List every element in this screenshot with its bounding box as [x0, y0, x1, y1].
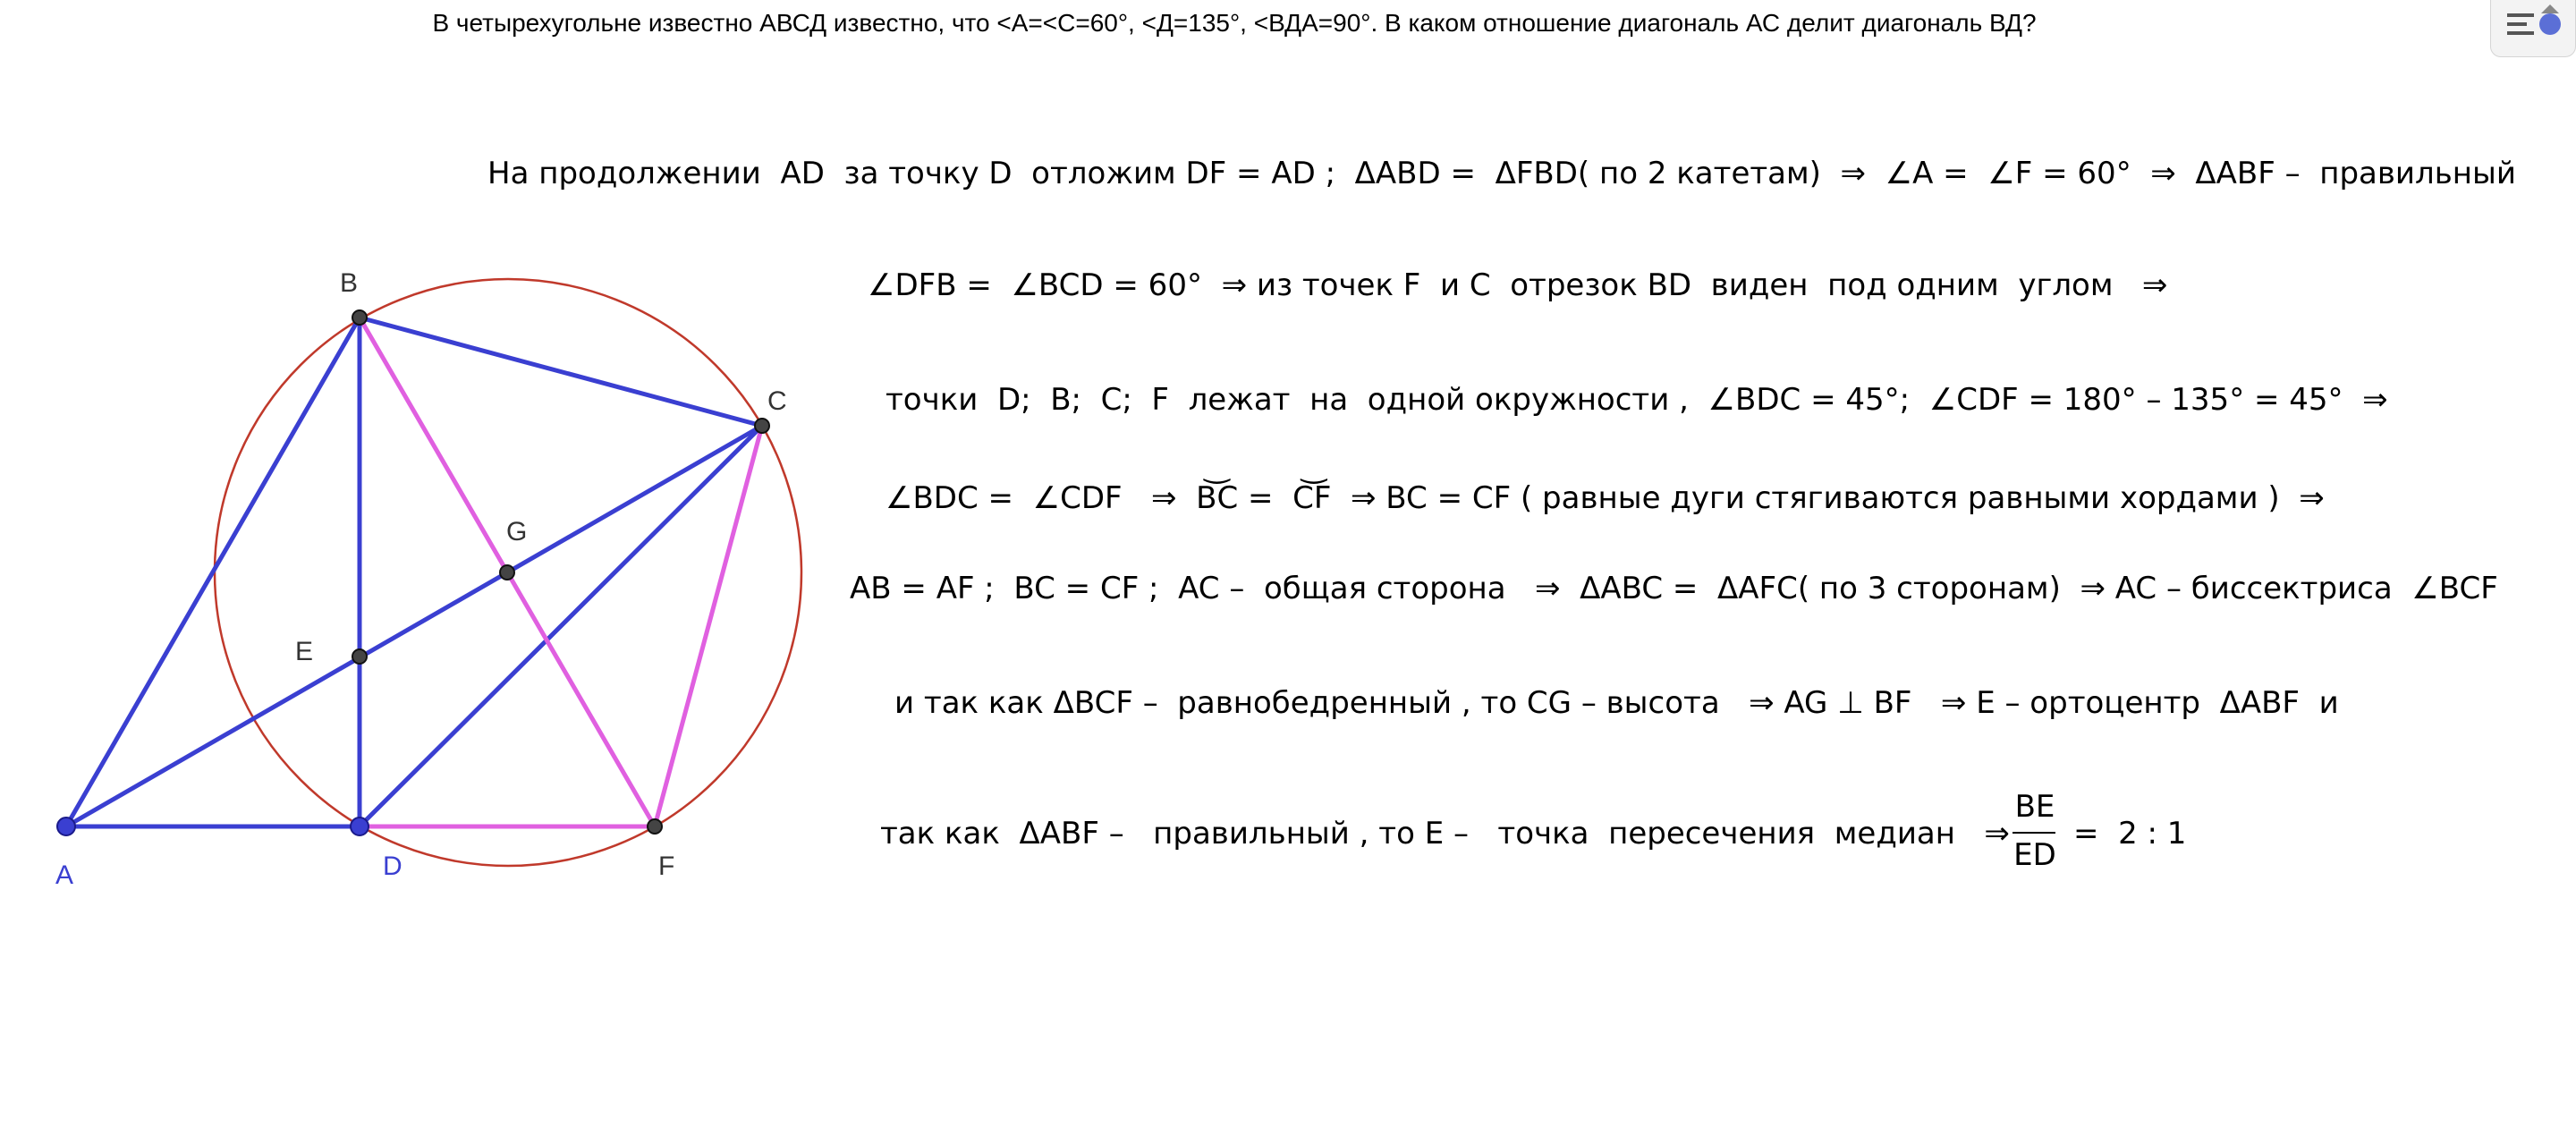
label-c: C [767, 386, 787, 416]
fraction-bar [2012, 832, 2055, 834]
ratio-result: = 2 : 1 [2073, 816, 2187, 852]
solution-line-1: На продолжении AD за точку D отложим DF = AD ; ΔABD = ΔFBD( по 2 катетам) ⇒ ∠A = ∠F = 60° ⇒ ΔABF – правильный [487, 156, 2516, 191]
solution-line-3: точки D; B; C; F лежат на одной окружности , ∠BDC = 45°; ∠CDF = 180° – 135° = 45° ⇒ [886, 382, 2388, 418]
graphics-style-menu-icon [2491, 0, 2576, 58]
solution-line-6: и так как ΔBCF – равнобедренный , то CG – высота ⇒ AG ⊥ BF ⇒ E – ортоцентр ΔABF и [894, 685, 2339, 721]
solution-line-2: ∠DFB = ∠BCD = 60° ⇒ из точек F и C отрезок BD виден под одним углом ⇒ [868, 267, 2168, 303]
point-d[interactable] [351, 818, 369, 835]
label-f: F [658, 852, 675, 881]
fraction-denominator: ED [2013, 837, 2056, 873]
point-f[interactable] [648, 819, 662, 834]
segment-ac [66, 426, 762, 826]
segment-bc [360, 318, 762, 426]
label-e: E [295, 637, 314, 666]
label-b: B [340, 268, 359, 298]
point-b[interactable] [352, 310, 367, 325]
point-a[interactable] [57, 818, 75, 835]
solution-line-5: AB = AF ; BC = CF ; AC – общая сторона ⇒ ΔABC = ΔAFC( по 3 сторонам) ⇒ AC – биссектриса ∠BCF [850, 571, 2498, 606]
solution-line-7: так как ΔABF – правильный , то E – точка пересечения медиан ⇒ [880, 816, 2010, 852]
segment-ab [66, 318, 360, 826]
point-e[interactable] [352, 649, 367, 664]
fraction-numerator: BE [2014, 789, 2055, 825]
style-bar-toggle-button[interactable] [2490, 0, 2576, 57]
problem-statement: В четырехугольне известно АВСД известно, что <A=<C=60°, <Д=135°, <ВДА=90°. В каком отношение диагональ АС делит диагональ ВД? [432, 9, 2037, 37]
segment-dc [360, 426, 762, 826]
point-g[interactable] [500, 565, 514, 580]
label-g: G [506, 517, 528, 547]
label-a: A [55, 860, 74, 890]
segment-fc [655, 426, 762, 826]
point-c[interactable] [755, 419, 769, 433]
solution-line-4: ∠BDC = ∠CDF ⇒ B͝C = C͝F ⇒ BC = CF ( равные дуги стягиваются равными хордами ) ⇒ [886, 480, 2325, 516]
geometry-figure [0, 233, 805, 1127]
ratio-fraction [2012, 789, 2057, 878]
label-d: D [383, 852, 402, 881]
